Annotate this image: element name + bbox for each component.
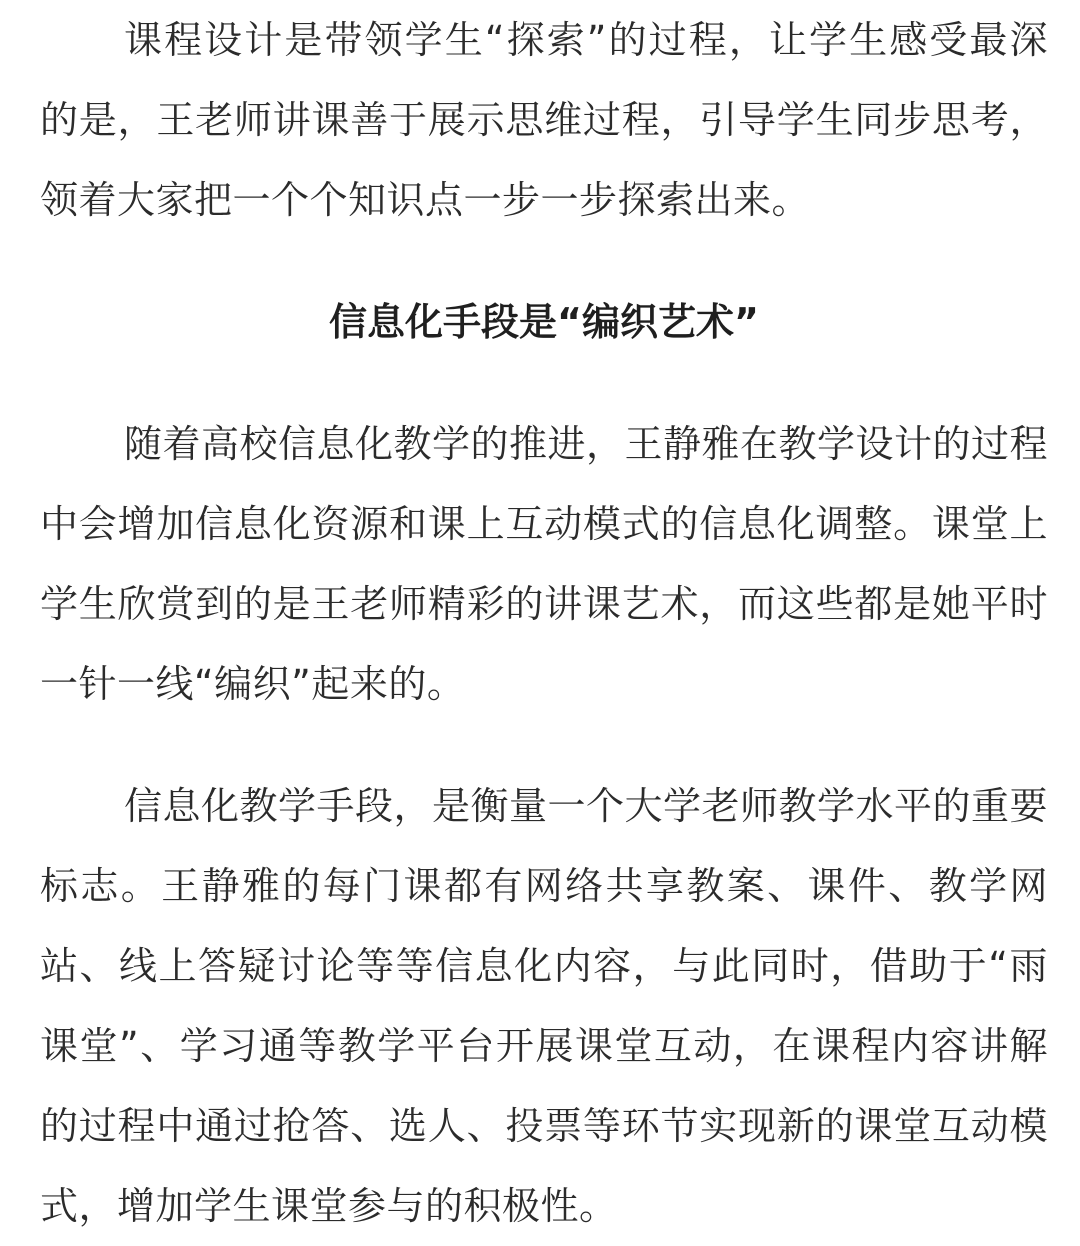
paragraph-informatization: 随着高校信息化教学的推进，王静雅在教学设计的过程中会增加信息化资源和课上互动模式的信息化调整。课堂上学生欣赏到的是王老师精彩的讲课艺术，而这些都是她平时一针一线“编织”起来的。 [40,422,1049,706]
section-heading: 信息化手段是“编织艺术” [329,300,759,344]
article-body [40,0,1048,1246]
paragraph-course-design: 课程设计是带领学生“探索”的过程，让学生感受最深的是，王老师讲课善于展示思维过程，引导学生同步思考，领着大家把一个个知识点一步一步探索出来。 [40,18,1048,222]
paragraph-teaching-means: 信息化教学手段，是衡量一个大学老师教学水平的重要标志。王静雅的每门课都有网络共享教案、课件、教学网站、线上答疑讨论等等信息化内容，与此同时，借助于“雨课堂”、学习通等教学平台开展课堂互动，在课程内容讲解的过程中通过抢答、选人、投票等环节实现新的课堂互动模式，增加学生课堂参与的积极性。 [40,784,1049,1228]
paragraph-gap [40,724,1048,766]
